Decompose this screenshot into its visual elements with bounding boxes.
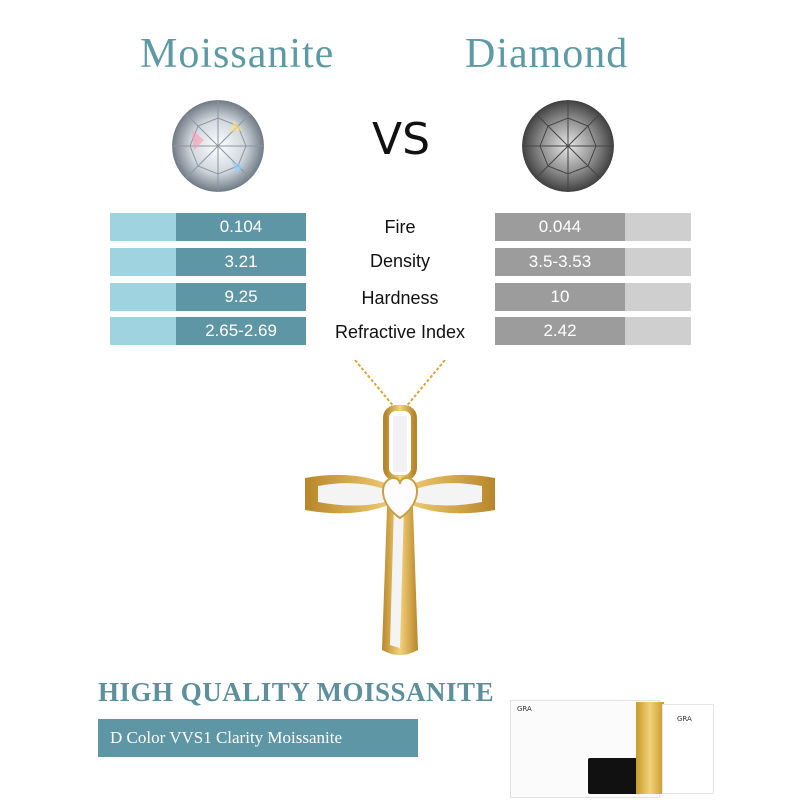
fire-label: Fire <box>384 217 416 237</box>
moissanite-title: Moissanite <box>140 31 335 77</box>
diamond-refractive-bar <box>495 317 691 345</box>
diamond-hardness-value: 10 <box>495 283 625 311</box>
vs-label: VS <box>372 114 431 165</box>
moissanite-refractive-value: 2.65-2.69 <box>176 317 306 345</box>
diamond-title: Diamond <box>465 31 629 77</box>
moissanite-density-value: 3.21 <box>176 248 306 276</box>
moissanite-hardness-bar <box>110 283 306 311</box>
moissanite-refractive-bar <box>110 317 306 345</box>
diamond-hardness-bar <box>495 283 691 311</box>
certificate-card <box>662 704 714 794</box>
diamond-gem-icon <box>522 100 614 192</box>
certificate-gold-strip <box>636 702 664 794</box>
diamond-density-bar <box>495 248 691 276</box>
diamond-fire-bar <box>495 213 691 241</box>
moissanite-density-bar <box>110 248 306 276</box>
gra-certificate-icon <box>510 700 710 798</box>
certificate-logo: GRA <box>517 705 532 713</box>
refractive-index-label: Refractive Index <box>334 322 466 342</box>
moissanite-hardness-value: 9.25 <box>176 283 306 311</box>
product-headline: HIGH QUALITY MOISSANITE <box>98 677 495 707</box>
certificate-card-logo: GRA <box>677 715 692 723</box>
moissanite-gem-icon <box>172 100 264 192</box>
moissanite-fire-value: 0.104 <box>176 213 306 241</box>
cross-pendant-icon <box>300 360 500 670</box>
product-subheadline: D Color VVS1 Clarity Moissanite <box>98 719 418 757</box>
diamond-refractive-value: 2.42 <box>495 317 625 345</box>
diamond-density-value: 3.5-3.53 <box>495 248 625 276</box>
hardness-label: Hardness <box>361 288 439 308</box>
density-label: Density <box>369 251 431 271</box>
moissanite-fire-bar <box>110 213 306 241</box>
diamond-fire-value: 0.044 <box>495 213 625 241</box>
